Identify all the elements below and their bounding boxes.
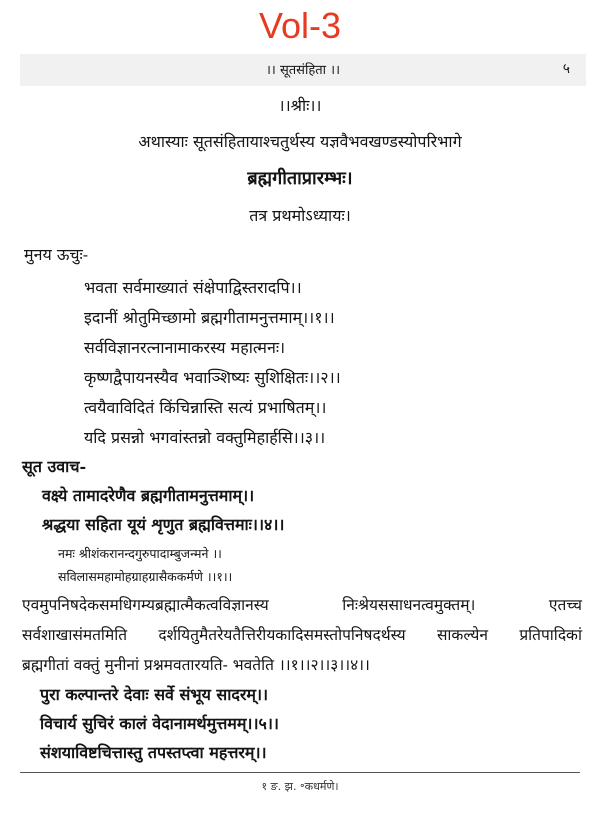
running-header: [20, 54, 586, 86]
prose-segment: दर्शयितुमैतरेयतैत्तिरीयकादिसमस्तोपनिषदर्थस्य: [158, 626, 406, 644]
speaker-munaya: मुनय ऊचुः-: [24, 245, 89, 264]
prose-segment: सर्वशाखासंमतमिति: [22, 626, 128, 644]
verse-line: भवता सर्वमाख्यातं संक्षेपाद्विस्तरादपि।।: [84, 278, 302, 297]
prose-row: ब्रह्मगीतां वक्तुं मुनीनां प्रश्नमवतारयति- भवतेति ।।१।।२।।३।।४।।: [22, 656, 370, 674]
verse-line: सर्वविज्ञानरत्नानामाकरस्य महात्मनः।: [84, 338, 286, 357]
volume-label: Vol-3: [258, 5, 342, 46]
footnote: १ ङ. झ. ॰कधर्मणे।: [261, 780, 339, 793]
verse-line: संशयाविष्टचित्तास्तु तपस्तप्त्वा महत्तरम्।।: [40, 743, 267, 762]
verse-line: कृष्णद्वैपायनस्यैव भवाञ्शिष्यः सुशिक्षितः।।२।।: [84, 368, 341, 387]
prose-paragraph: [22, 590, 582, 680]
commentary-line: नमः श्रीशंकरानन्दगुरुपादाम्बुजन्मने ।।: [58, 546, 222, 561]
chapter-heading: तत्र प्रथमोऽध्यायः।: [249, 206, 351, 225]
verse-line: यदि प्रसन्नो भगवांस्तन्नो वक्तुमिहार्हसि।।३।।: [84, 428, 326, 447]
prose-segment: निःश्रेयससाधनत्वमुक्तम्।: [342, 596, 476, 614]
commentary-line: सविलासमहामोहग्राहग्रासैककर्मणे ।।१।।: [58, 569, 233, 584]
prose-segment: प्रतिपादिकां: [519, 626, 582, 644]
prose-row: [22, 620, 582, 650]
verse-line: पुरा कल्पान्तरे देवाः सर्वे संभूय सादरम्।।: [40, 685, 269, 704]
prose-segment: साकल्येन: [436, 626, 489, 644]
verse-line: इदानीं श्रोतुमिच्छामो ब्रह्मगीतामनुत्तमाम्।।१।।: [84, 308, 335, 327]
footnote-divider: [20, 772, 580, 773]
prose-segment: एवमुपनिषदेकसमधिगम्यब्रह्मात्मैकत्वविज्ञानस्य: [22, 596, 269, 614]
running-header-title: ।। सूतसंहिता ।।: [265, 63, 340, 78]
speaker-suta: सूत उवाच-: [22, 457, 87, 476]
prose-segment: एतच्च: [548, 596, 582, 614]
heading-line-1: अथास्याः सूतसंहितायाश्चतुर्थस्य यज्ञवैभवखण्डस्योपरिभागे: [138, 132, 462, 151]
heading-title: ब्रह्मगीताप्रारम्भः।: [247, 168, 353, 189]
prose-row: [22, 590, 582, 620]
invocation: ।।श्रीः।।: [278, 96, 322, 115]
verse-line: त्वयैवाविदितं किंचिन्नास्ति सत्यं प्रभाषितम्।।: [84, 398, 327, 417]
verse-line: विचार्य सुचिरं कालं वेदानामर्थमुत्तमम्।।५।।: [40, 714, 279, 733]
page-number: ५: [562, 61, 570, 77]
verse-line: वक्ष्ये तामादरेणैव ब्रह्मगीतामनुत्तमाम्।।: [42, 486, 255, 505]
verse-line: श्रद्धया सहिता यूयं शृणुत ब्रह्मवित्तमाः।।४।।: [42, 515, 285, 534]
